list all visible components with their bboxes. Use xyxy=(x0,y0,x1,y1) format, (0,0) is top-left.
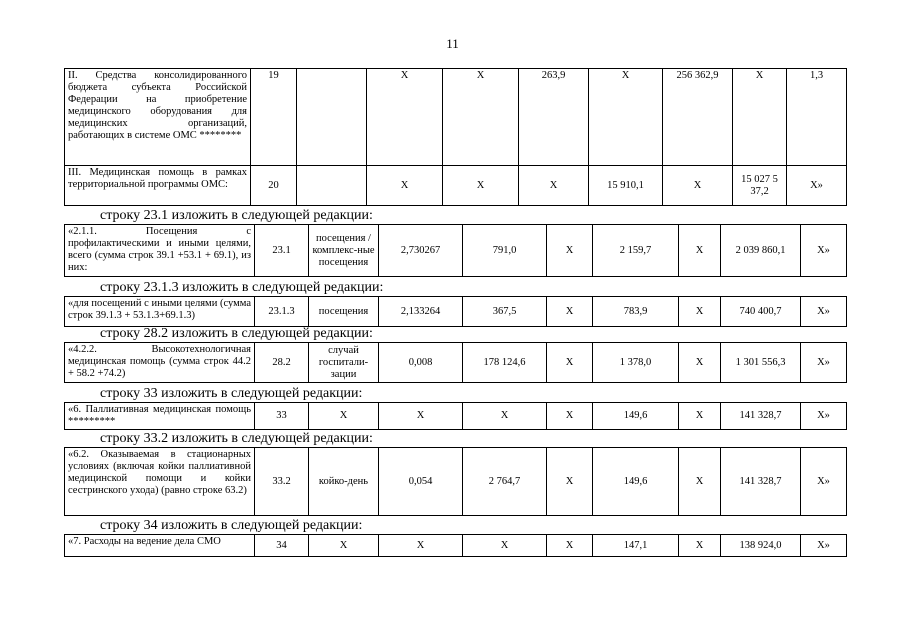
table-28-2 xyxy=(64,342,847,383)
table-cell: Х xyxy=(679,403,721,430)
table-cell: Х xyxy=(379,403,463,430)
table-row xyxy=(65,69,847,166)
table-cell: Х xyxy=(547,297,593,327)
row-number: 20 xyxy=(251,166,297,206)
table-cell: Х xyxy=(679,535,721,557)
table-33-2 xyxy=(64,447,847,516)
table-cell: Х xyxy=(679,448,721,516)
table-cell: койко-день xyxy=(309,448,379,516)
table-34 xyxy=(64,534,847,557)
row-number: 28.2 xyxy=(255,343,309,383)
table-cell: 263,9 xyxy=(519,69,589,166)
table-row xyxy=(65,448,847,516)
table-cell: Х xyxy=(547,225,593,277)
table-cell: 15 910,1 xyxy=(589,166,663,206)
table-cell: посещения xyxy=(309,297,379,327)
edit-instruction: строку 33.2 изложить в следующей редакции: xyxy=(100,431,373,446)
table-cell: 2 039 860,1 xyxy=(721,225,801,277)
row-description: «4.2.2. Высокотехнологичная медицинская помощь (сумма строк 44.2 + 58.2 +74.2) xyxy=(65,343,255,383)
table-cell: 138 924,0 xyxy=(721,535,801,557)
row-description: «6. Паллиативная медицинская помощь ********* xyxy=(65,403,255,430)
budget-table xyxy=(64,68,847,206)
table-cell: Х xyxy=(547,343,593,383)
table-cell xyxy=(297,166,367,206)
edit-instruction: строку 34 изложить в следующей редакции: xyxy=(100,518,363,533)
table-cell: Х xyxy=(547,535,593,557)
table-cell: 2 764,7 xyxy=(463,448,547,516)
row-number: 23.1 xyxy=(255,225,309,277)
table-23-1-3 xyxy=(64,296,847,327)
row-description: «7. Расходы на ведение дела СМО xyxy=(65,535,255,557)
table-cell: Х xyxy=(679,343,721,383)
row-number: 33 xyxy=(255,403,309,430)
table-cell: 147,1 xyxy=(593,535,679,557)
row-description: III. Медицинская помощь в рамках территориальной программы ОМС: xyxy=(65,166,251,206)
table-cell: 2,133264 xyxy=(379,297,463,327)
edit-instruction: строку 33 изложить в следующей редакции: xyxy=(100,386,363,401)
table-cell: Х xyxy=(589,69,663,166)
table-cell: Х» xyxy=(801,343,847,383)
table-cell: Х xyxy=(309,535,379,557)
table-cell: Х xyxy=(519,166,589,206)
table-cell: Х xyxy=(547,448,593,516)
row-description: II. Средства консолидированного бюджета субъекта Российской Федерации на приобретение медицинского оборудования для медицинских организаций, работающих в системе ОМС ******** xyxy=(65,69,251,166)
table-cell: Х» xyxy=(801,225,847,277)
table-cell xyxy=(297,69,367,166)
table-cell: 149,6 xyxy=(593,448,679,516)
table-cell: 149,6 xyxy=(593,403,679,430)
table-row xyxy=(65,297,847,327)
table-cell: 740 400,7 xyxy=(721,297,801,327)
edit-instruction: строку 28.2 изложить в следующей редакции: xyxy=(100,326,373,341)
table-cell: Х» xyxy=(801,448,847,516)
table-cell: Х xyxy=(463,403,547,430)
table-23-1 xyxy=(64,224,847,277)
table-33 xyxy=(64,402,847,430)
table-row xyxy=(65,535,847,557)
table-cell: посещения / комплекс-ные посещения xyxy=(309,225,379,277)
table-cell: Х xyxy=(443,69,519,166)
table-cell: 2 159,7 xyxy=(593,225,679,277)
table-cell: Х xyxy=(367,166,443,206)
table-row xyxy=(65,403,847,430)
table-cell: Х xyxy=(367,69,443,166)
page-number: 11 xyxy=(446,36,459,51)
table-cell: Х xyxy=(679,225,721,277)
table-cell: Х» xyxy=(801,403,847,430)
table-cell: Х xyxy=(663,166,733,206)
table-row xyxy=(65,225,847,277)
table-cell: Х» xyxy=(801,535,847,557)
table-cell: случай госпитали-зации xyxy=(309,343,379,383)
table-row xyxy=(65,343,847,383)
table-cell: Х» xyxy=(787,166,847,206)
edit-instruction: строку 23.1.3 изложить в следующей редакции: xyxy=(100,280,384,295)
table-cell: Х xyxy=(463,535,547,557)
row-number: 19 xyxy=(251,69,297,166)
edit-instruction: строку 23.1 изложить в следующей редакции: xyxy=(100,208,373,223)
table-cell: Х xyxy=(679,297,721,327)
table-cell: 0,008 xyxy=(379,343,463,383)
table-cell: 1,3 xyxy=(787,69,847,166)
table-cell: 1 378,0 xyxy=(593,343,679,383)
table-cell: 791,0 xyxy=(463,225,547,277)
table-cell: 1 301 556,3 xyxy=(721,343,801,383)
table-cell: 0,054 xyxy=(379,448,463,516)
table-cell: Х xyxy=(309,403,379,430)
row-number: 33.2 xyxy=(255,448,309,516)
table-cell: 256 362,9 xyxy=(663,69,733,166)
table-row xyxy=(65,166,847,206)
row-description: «6.2. Оказываемая в стационарных условиях (включая койки паллиативной медицинской помощи и койки сестринского ухода) (равно строке 63.2) xyxy=(65,448,255,516)
table-cell: 141 328,7 xyxy=(721,448,801,516)
table-cell: Х» xyxy=(801,297,847,327)
table-cell: Х xyxy=(443,166,519,206)
table-cell: Х xyxy=(547,403,593,430)
table-cell: 367,5 xyxy=(463,297,547,327)
table-cell: 2,730267 xyxy=(379,225,463,277)
table-cell: 15 027 5 37,2 xyxy=(733,166,787,206)
table-cell: Х xyxy=(733,69,787,166)
row-description: «для посещений с иными целями (сумма строк 39.1.3 + 53.1.3+69.1.3) xyxy=(65,297,255,327)
table-cell: 141 328,7 xyxy=(721,403,801,430)
row-description: «2.1.1. Посещения с профилактическими и иными целями, всего (сумма строк 39.1 +53.1 + 69.1), из них: xyxy=(65,225,255,277)
row-number: 23.1.3 xyxy=(255,297,309,327)
table-cell: 178 124,6 xyxy=(463,343,547,383)
row-number: 34 xyxy=(255,535,309,557)
table-cell: Х xyxy=(379,535,463,557)
table-cell: 783,9 xyxy=(593,297,679,327)
